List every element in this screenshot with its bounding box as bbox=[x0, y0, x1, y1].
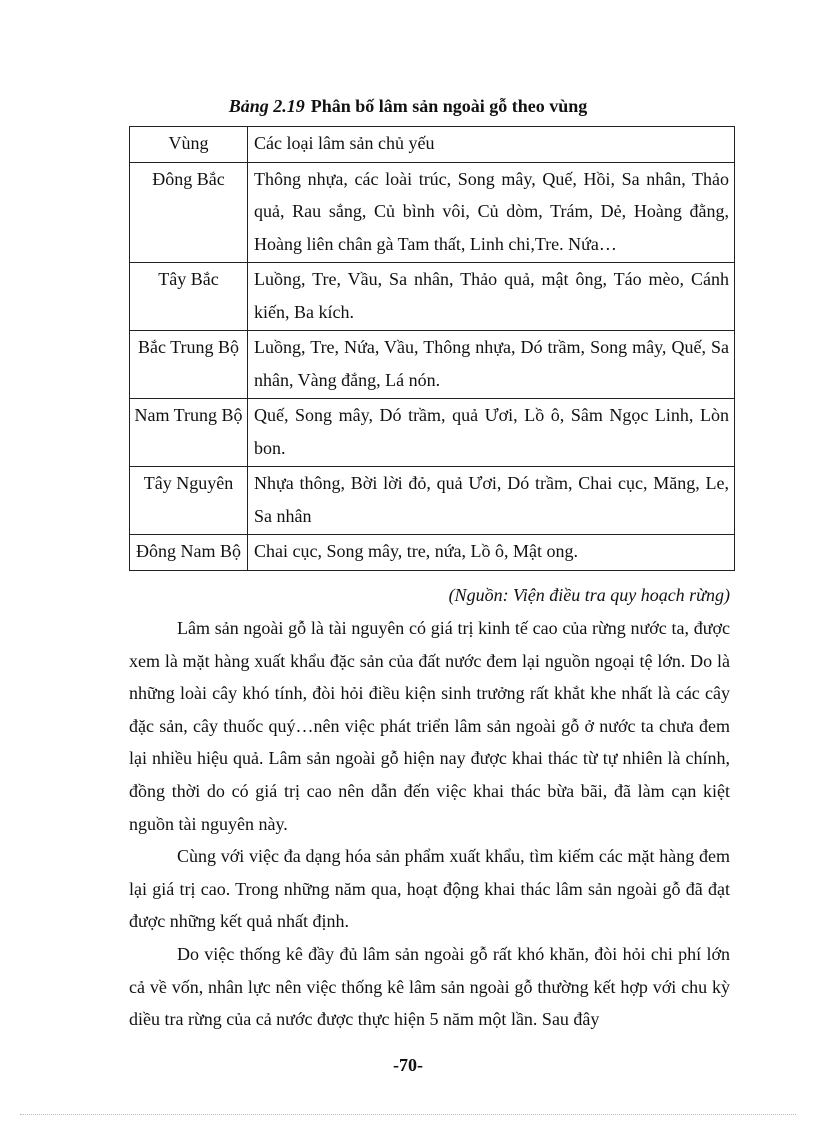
products-cell: Luồng, Tre, Nứa, Vầu, Thông nhựa, Dó trầm, Song mây, Quế, Sa nhân, Vàng đắng, Lá nón. bbox=[248, 331, 735, 399]
products-cell: Thông nhựa, các loài trúc, Song mây, Quế, Hồi, Sa nhân, Thảo quả, Rau sắng, Củ bình vôi, Củ dòm, Trám, Dẻ, Hoàng đằng, Hoàng liên chân gà Tam thất, Linh chi,Tre. Nứa… bbox=[248, 162, 735, 263]
table-row bbox=[130, 535, 735, 571]
region-cell: Nam Trung Bộ bbox=[130, 399, 248, 467]
table-row bbox=[130, 467, 735, 535]
paragraph: Cùng với việc đa dạng hóa sản phẩm xuất khẩu, tìm kiếm các mặt hàng đem lại giá trị cao. Trong những năm qua, hoạt động khai thác lâm sản ngoài gỗ đã đạt được những kết quả nhất định. bbox=[129, 846, 730, 932]
region-cell: Đông Bắc bbox=[130, 162, 248, 263]
table-row bbox=[130, 263, 735, 331]
products-cell: Quế, Song mây, Dó trầm, quả Ươi, Lồ ô, Sâm Ngọc Linh, Lòn bon. bbox=[248, 399, 735, 467]
page-number: -70- bbox=[393, 1055, 423, 1075]
table-source-note: (Nguồn: Viện điều tra quy hoạch rừng) bbox=[448, 585, 730, 605]
paragraph: Do việc thống kê đầy đủ lâm sản ngoài gỗ rất khó khăn, đòi hỏi chi phí lớn cả về vốn, nhân lực nên việc thống kê lâm sản ngoài gỗ thường kết hợp với chu kỳ diều tra rừng của cả nước được thực hiện 5 năm một lần. Sau đây bbox=[129, 943, 730, 1030]
page-bottom-divider bbox=[20, 1114, 796, 1115]
region-cell: Bắc Trung Bộ bbox=[130, 331, 248, 399]
header-products: Các loại lâm sản chủ yếu bbox=[248, 127, 735, 163]
paragraph: Lâm sản ngoài gỗ là tài nguyên có giá trị kinh tế cao của rừng nước ta, được xem là mặt hàng xuất khẩu đặc sản của đất nước đem lại nguồn ngoại tệ lớn. Do là những loài cây khó tính, đòi hỏi điều kiện sinh trưởng rất khắt khe nhất là các cây đặc sản, cây thuốc quý…nên việc phát triển lâm sản ngoài gỗ ở nước ta chưa đem lại nhiều hiệu quả. Lâm sản ngoài gỗ hiện nay được khai thác từ tự nhiên là chính, đồng thời do có giá trị cao nên dẫn đến việc khai thác bừa bãi, đã làm cạn kiệt nguồn tài nguyên này. bbox=[129, 618, 730, 834]
products-cell: Luồng, Tre, Vầu, Sa nhân, Thảo quả, mật ông, Táo mèo, Cánh kiến, Ba kích. bbox=[248, 263, 735, 331]
body-text bbox=[129, 612, 730, 1036]
region-cell: Tây Nguyên bbox=[130, 467, 248, 535]
region-cell: Tây Bắc bbox=[130, 263, 248, 331]
region-cell: Đông Nam Bộ bbox=[130, 535, 248, 571]
forest-products-table bbox=[129, 126, 735, 571]
products-cell: Nhựa thông, Bời lời đỏ, quả Ươi, Dó trầm, Chai cục, Măng, Le, Sa nhân bbox=[248, 467, 735, 535]
header-region: Vùng bbox=[130, 127, 248, 163]
table-header-row bbox=[130, 127, 735, 163]
table-row bbox=[130, 162, 735, 263]
products-cell: Chai cục, Song mây, tre, nứa, Lồ ô, Mật ong. bbox=[248, 535, 735, 571]
table-row bbox=[130, 399, 735, 467]
table-caption bbox=[0, 94, 816, 118]
table-number: Bảng 2.19 bbox=[228, 96, 305, 116]
table-title: Phân bố lâm sản ngoài gỗ theo vùng bbox=[310, 96, 588, 116]
table-row bbox=[130, 331, 735, 399]
